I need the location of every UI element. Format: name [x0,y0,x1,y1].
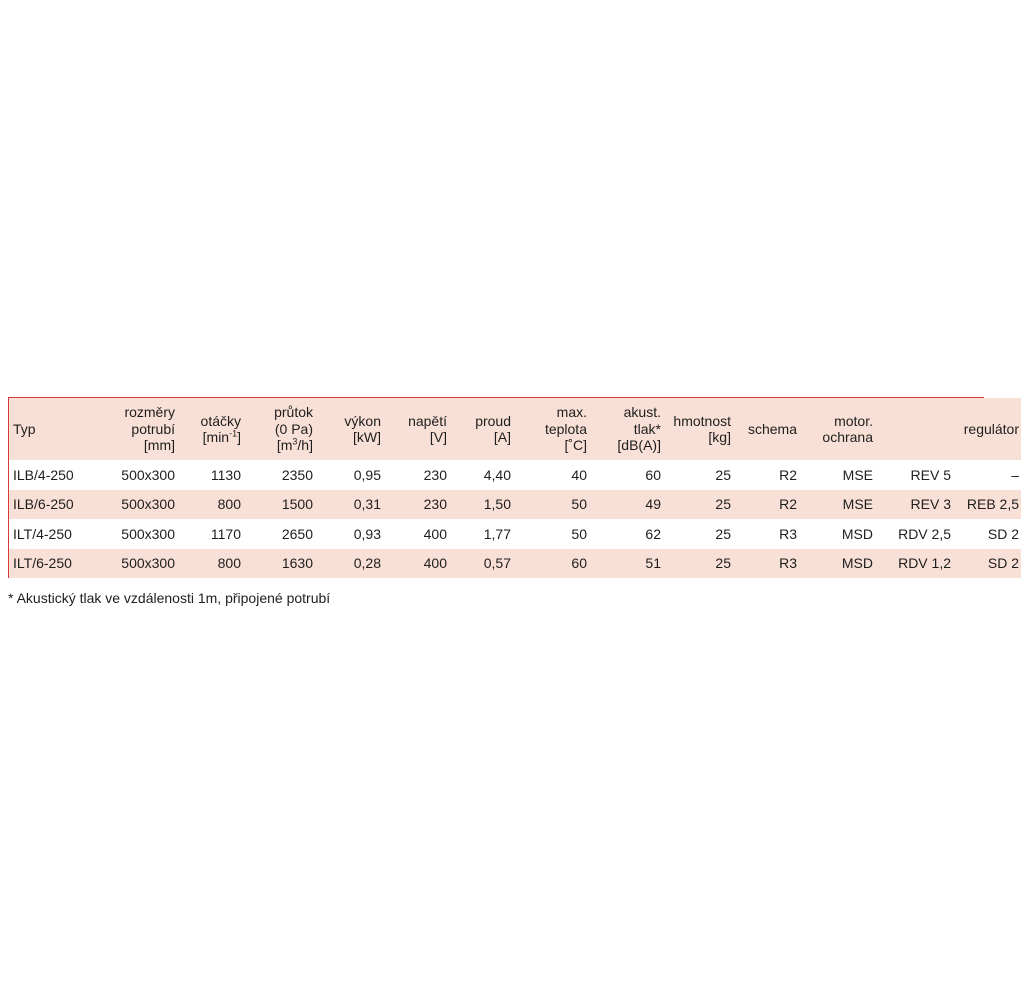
header-proud: proud [A] [449,398,513,460]
cell-regulator-1: REV 3 [875,490,953,520]
cell-schema: R3 [733,519,799,549]
spec-table [9,398,1021,578]
cell-hmotnost: 25 [663,519,733,549]
cell-rozmery: 500x300 [101,549,177,579]
cell-akust-tlak: 62 [589,519,663,549]
header-teplota: max. teplota [˚C] [513,398,589,460]
cell-rozmery: 500x300 [101,460,177,490]
cell-rozmery: 500x300 [101,490,177,520]
table-row [9,549,1021,579]
cell-regulator-1: REV 5 [875,460,953,490]
cell-otacky: 1170 [177,519,243,549]
cell-proud: 1,50 [449,490,513,520]
cell-typ: ILB/4-250 [9,460,101,490]
cell-motor-ochrana: MSE [799,460,875,490]
header-napeti: napětí [V] [383,398,449,460]
header-prutok: průtok (0 Pa) $[m^3/h]$ [243,398,315,460]
cell-hmotnost: 25 [663,549,733,579]
cell-hmotnost: 25 [663,460,733,490]
cell-regulator-1: RDV 2,5 [875,519,953,549]
cell-motor-ochrana: MSD [799,549,875,579]
cell-typ: ILT/4-250 [9,519,101,549]
cell-vykon: 0,95 [315,460,383,490]
cell-teplota: 40 [513,460,589,490]
cell-typ: ILB/6-250 [9,490,101,520]
header-otacky: otáčky $[\min^{-1}]$ [177,398,243,460]
cell-vykon: 0,31 [315,490,383,520]
cell-proud: 0,57 [449,549,513,579]
footnote: * Akustický tlak ve vzdálenosti 1m, připojené potrubí [8,590,331,606]
cell-vykon: 0,93 [315,519,383,549]
header-schema: schema [733,398,799,460]
cell-prutok: 2350 [243,460,315,490]
header-akust-tlak: akust. tlak* [dB(A)] [589,398,663,460]
cell-napeti: 400 [383,519,449,549]
cell-otacky: 1130 [177,460,243,490]
cell-vykon: 0,28 [315,549,383,579]
cell-regulator-2: – [953,460,1021,490]
table-row [9,490,1021,520]
cell-teplota: 50 [513,490,589,520]
cell-akust-tlak: 60 [589,460,663,490]
cell-teplota: 60 [513,549,589,579]
cell-rozmery: 500x300 [101,519,177,549]
header-rozmery: rozměry potrubí [mm] [101,398,177,460]
header-vykon: výkon [kW] [315,398,383,460]
cell-regulator-2: REB 2,5 [953,490,1021,520]
cell-regulator-2: SD 2 [953,519,1021,549]
cell-typ: ILT/6-250 [9,549,101,579]
table-header-row [9,398,1021,460]
header-typ: Typ [9,398,101,460]
cell-prutok: 1500 [243,490,315,520]
spec-table-frame [8,397,1020,578]
cell-regulator-1: RDV 1,2 [875,549,953,579]
table-row [9,460,1021,490]
cell-otacky: 800 [177,549,243,579]
cell-akust-tlak: 51 [589,549,663,579]
cell-schema: R2 [733,490,799,520]
cell-proud: 1,77 [449,519,513,549]
cell-motor-ochrana: MSD [799,519,875,549]
cell-proud: 4,40 [449,460,513,490]
header-regulator: regulátor [875,398,1021,460]
cell-prutok: 2650 [243,519,315,549]
cell-prutok: 1630 [243,549,315,579]
cell-napeti: 230 [383,490,449,520]
cell-akust-tlak: 49 [589,490,663,520]
cell-teplota: 50 [513,519,589,549]
cell-schema: R3 [733,549,799,579]
cell-schema: R2 [733,460,799,490]
header-hmotnost: hmotnost [kg] [663,398,733,460]
header-motor-ochrana: motor. ochrana [799,398,875,460]
cell-regulator-2: SD 2 [953,549,1021,579]
cell-otacky: 800 [177,490,243,520]
table-row [9,519,1021,549]
cell-motor-ochrana: MSE [799,490,875,520]
cell-napeti: 230 [383,460,449,490]
cell-hmotnost: 25 [663,490,733,520]
cell-napeti: 400 [383,549,449,579]
